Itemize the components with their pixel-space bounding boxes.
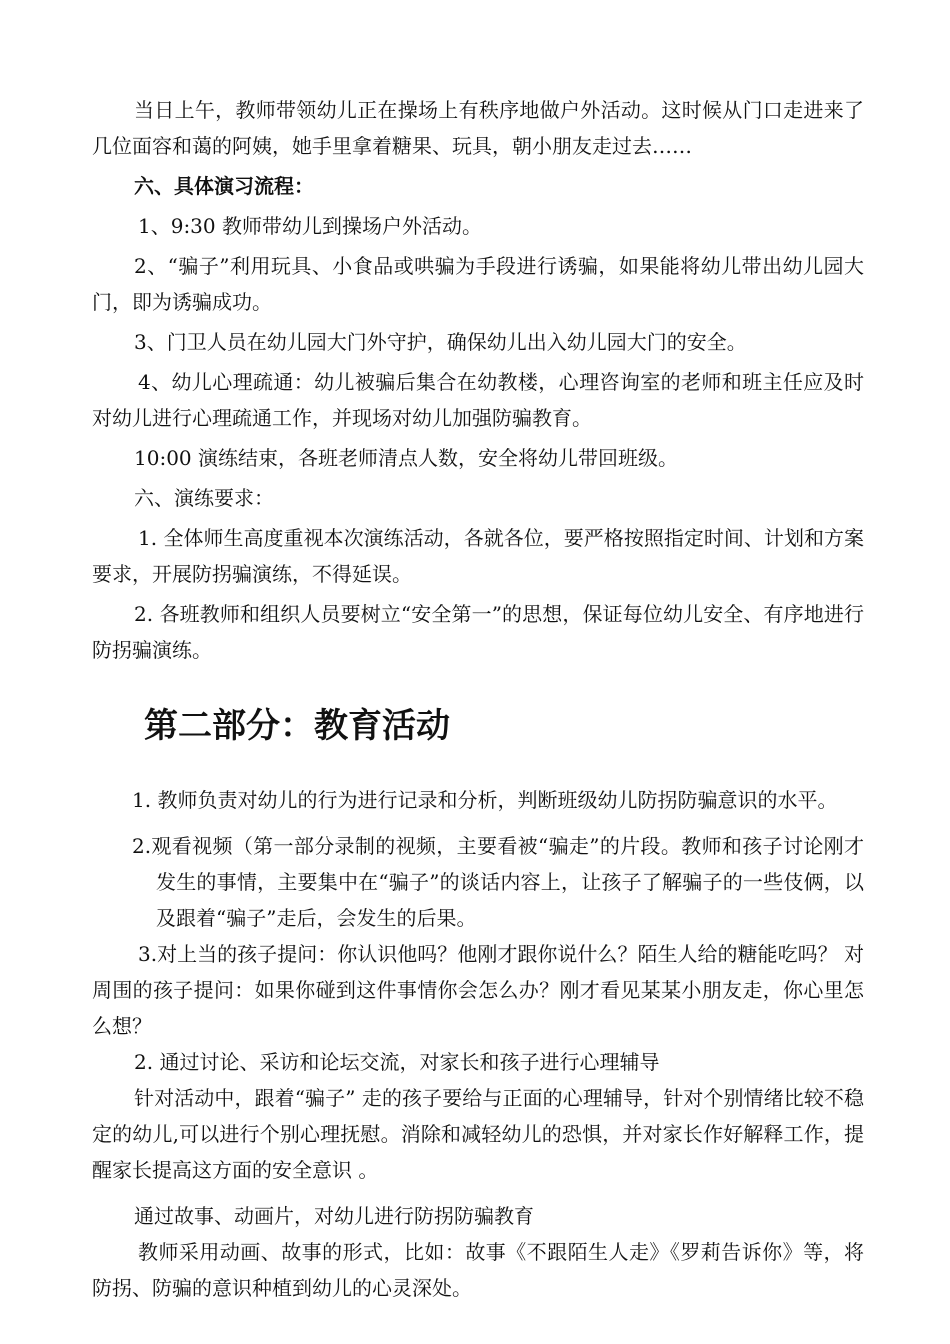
requirement-2: 2. 各班教师和组织人员要树立“安全第一”的思想，保证每位幼儿安全、有序地进行防拐骗演练。 [92, 602, 864, 662]
heading-drill-procedure: 六、具体演习流程： [134, 174, 314, 198]
counseling-description: 针对活动中，跟着“骗子” 走的孩子要给与正面的心理辅导，针对个别情绪比较不稳定的幼儿,可以进行个别心理抚慰。消除和减轻幼儿的恐惧，并对家长作好解释工作，提醒家长提高这方面的安全意识 。 [92, 1086, 864, 1182]
heading-drill-requirements: 六、演练要求： [134, 486, 274, 510]
activity-item-3: 3.对上当的孩子提问：你认识他吗？他刚才跟你说什么？陌生人给的糖能吃吗？ 对周围的孩子提问：如果你碰到这件事情你会怎么办？刚才看见某某小朋友走，你心里怎么想？ [92, 942, 864, 1038]
paragraph-scenario: 当日上午，教师带领幼儿正在操场上有秩序地做户外活动。这时候从门口走进来了几位面容和蔼的阿姨，她手里拿着糖果、玩具，朝小朋友走过去…… [92, 98, 864, 158]
procedure-step-4: 4、幼儿心理疏通：幼儿被骗后集合在幼教楼，心理咨询室的老师和班主任应及时对幼儿进行心理疏通工作，并现场对幼儿加强防骗教育。 [92, 370, 864, 430]
procedure-step-2: 2、“骗子”利用玩具、小食品或哄骗为手段进行诱骗，如果能将幼儿带出幼儿园大门，即为诱骗成功。 [92, 254, 864, 314]
procedure-step-1: 1、9:30 教师带幼儿到操场户外活动。 [138, 214, 482, 238]
story-education-description: 教师采用动画、故事的形式，比如：故事《不跟陌生人走》《罗莉告诉你》等，将防拐、防骗的意识种植到幼儿的心灵深处。 [92, 1240, 864, 1300]
drill-end-note: 10:00 演练结束，各班老师清点人数，安全将幼儿带回班级。 [134, 446, 678, 470]
story-education-heading: 通过故事、动画片，对幼儿进行防拐防骗教育 [134, 1204, 534, 1228]
activity-item-counseling: 2. 通过讨论、采访和论坛交流，对家长和孩子进行心理辅导 [134, 1050, 660, 1074]
section-title: 第二部分：教育活动 [144, 706, 450, 746]
activity-item-2: 2.观看视频（第一部分录制的视频，主要看被“骗走”的片段。教师和孩子讨论刚才发生的事情，主要集中在“骗子”的谈话内容上，让孩子了解骗子的一些伎俩，以及跟着“骗子”走后，会发生的后果。 [132, 834, 864, 930]
procedure-step-3: 3、门卫人员在幼儿园大门外守护，确保幼儿出入幼儿园大门的安全。 [134, 330, 747, 354]
requirement-1: 1. 全体师生高度重视本次演练活动，各就各位，要严格按照指定时间、计划和方案要求，开展防拐骗演练，不得延误。 [92, 526, 864, 586]
activity-item-1: 1. 教师负责对幼儿的行为进行记录和分析，判断班级幼儿防拐防骗意识的水平。 [132, 788, 838, 812]
